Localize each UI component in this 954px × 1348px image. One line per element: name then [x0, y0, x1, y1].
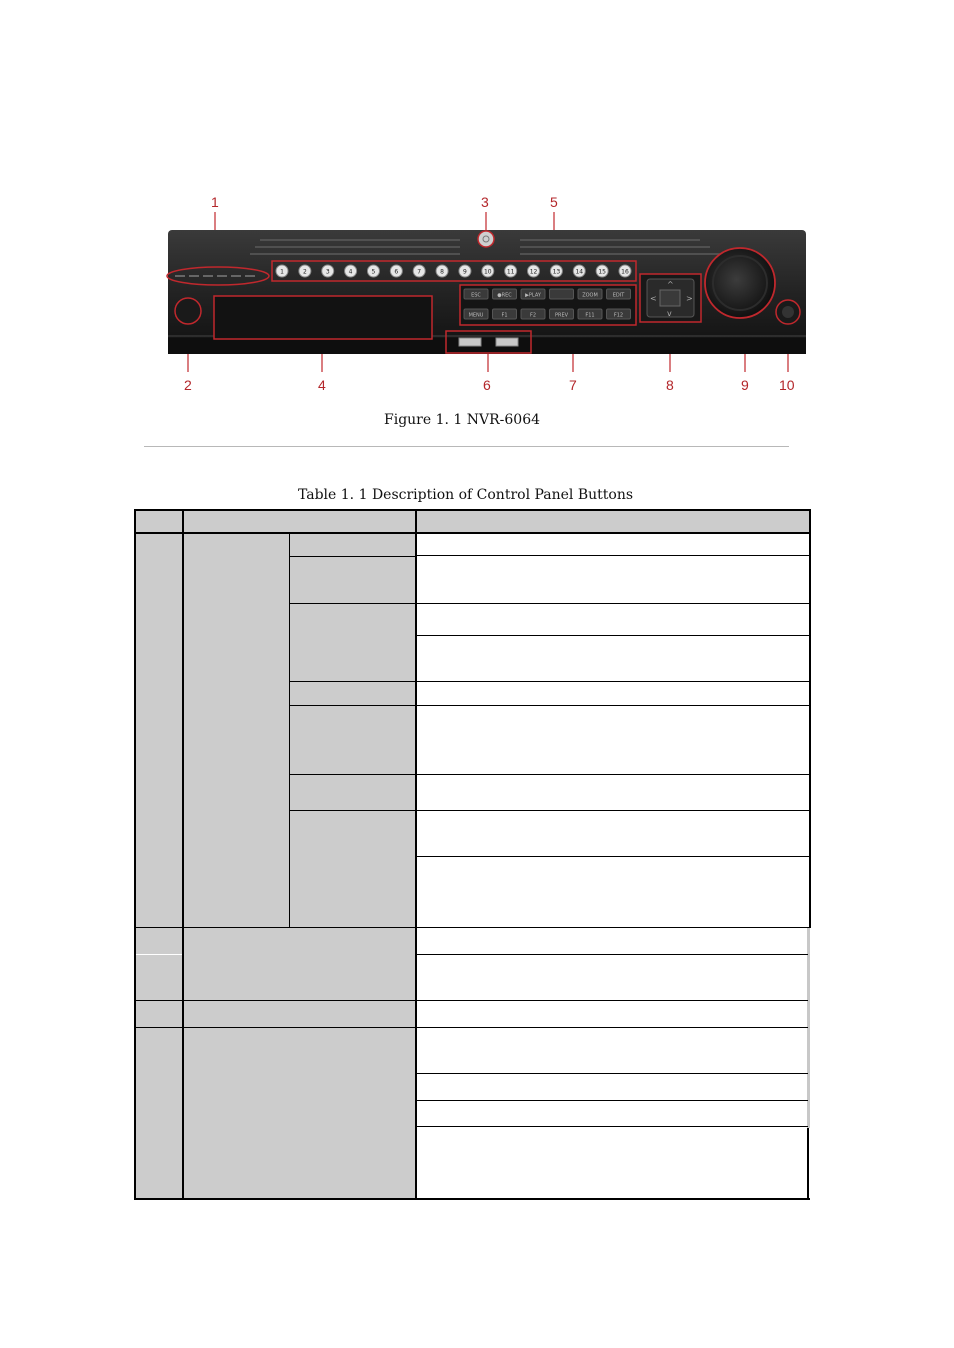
- svg-text:^: ^: [667, 280, 674, 289]
- channel-button-label: 6: [394, 268, 399, 276]
- group-line: [135, 927, 810, 928]
- keypad-key-label: F11: [585, 312, 595, 319]
- channel-button-label: 5: [371, 268, 376, 276]
- callout-9: 9: [741, 377, 749, 393]
- row-line: [290, 810, 416, 811]
- callout-3: 3: [481, 194, 489, 210]
- row-line: [290, 556, 416, 557]
- svg-text:<: <: [650, 294, 657, 303]
- keypad-key-label: F12: [613, 312, 624, 319]
- col-divider-2: [415, 509, 417, 1200]
- channel-button-label: 1: [280, 268, 284, 276]
- channel-button-label: 2: [302, 268, 307, 276]
- col-name-group-4: [183, 1028, 416, 1199]
- channel-button-label: 11: [506, 268, 515, 276]
- callout-2: 2: [184, 377, 192, 393]
- row-line: [416, 603, 810, 604]
- col-function-group-1: [290, 533, 416, 928]
- row-line: [290, 774, 416, 775]
- keypad-key-label: ▶PLAY: [525, 292, 541, 299]
- figure-caption: Figure 1. 1 NVR-6064: [384, 412, 541, 428]
- col-name-group-1: [183, 533, 290, 928]
- channel-button-label: 7: [417, 268, 422, 276]
- channel-button-label: 16: [621, 268, 629, 276]
- keypad-key-label: EDIT: [612, 292, 625, 299]
- row-line: [416, 705, 810, 706]
- header-row: [135, 510, 810, 533]
- row-line: [416, 810, 810, 811]
- channel-button-label: 9: [463, 268, 467, 276]
- col-divider-sub: [289, 533, 290, 928]
- keypad-key-label: ZOOM: [582, 292, 598, 299]
- row-line: [416, 1073, 808, 1074]
- row-line: [416, 635, 810, 636]
- row-line: [416, 1100, 808, 1101]
- header-bottom-border: [134, 532, 811, 534]
- row-line: [290, 681, 416, 682]
- row-line: [416, 774, 810, 775]
- row-line: [290, 603, 416, 604]
- keypad-key-label: F2: [529, 312, 537, 319]
- col-divider-1: [182, 509, 184, 1200]
- keypad-key-label: ●REC: [497, 292, 512, 299]
- svg-text:v: v: [667, 309, 672, 318]
- keypad-key-label: PREV: [554, 312, 569, 319]
- callout-1: 1: [211, 194, 219, 210]
- col-no-white-notch: [136, 954, 182, 955]
- col-no-group-3: [135, 1001, 183, 1028]
- col-no-group-4: [135, 1028, 183, 1199]
- channel-button-label: 12: [529, 268, 538, 276]
- channel-button-label: 10: [483, 268, 492, 276]
- channel-button-label: 15: [598, 268, 606, 276]
- keypad-key-label: F1: [501, 312, 508, 319]
- row-line: [416, 954, 808, 955]
- col-no-group-1: [135, 533, 183, 928]
- row-line: [416, 555, 810, 556]
- col-no-group-2: [135, 928, 183, 1001]
- group-line: [135, 1027, 808, 1028]
- row-line: [416, 681, 810, 682]
- table-top-border: [134, 509, 811, 511]
- callout-5: 5: [550, 194, 558, 210]
- table-bottom-border: [134, 1198, 810, 1200]
- channel-button-label: 8: [440, 268, 444, 276]
- group-line: [135, 1000, 808, 1001]
- table-title: Table 1. 1 Description of Control Panel Buttons: [298, 487, 634, 503]
- callout-10: 10: [779, 377, 795, 393]
- table-right-border-lower: [807, 928, 810, 1200]
- channel-button-label: 13: [552, 268, 561, 276]
- col-name-group-2: [183, 928, 416, 1001]
- callout-8: 8: [666, 377, 674, 393]
- channel-button-label: 14: [575, 268, 584, 276]
- callout-4: 4: [318, 377, 326, 393]
- svg-text:>: >: [686, 294, 693, 303]
- col-name-group-3: [183, 1001, 416, 1028]
- row-line: [416, 856, 810, 857]
- row-line: [290, 705, 416, 706]
- callout-6: 6: [483, 377, 491, 393]
- table-right-border: [809, 509, 811, 928]
- channel-button-label: 4: [348, 268, 353, 276]
- row-line: [416, 1126, 808, 1127]
- table-left-border: [134, 509, 136, 1200]
- keypad-key-label: MENU: [468, 312, 484, 319]
- channel-button-label: 3: [325, 268, 330, 276]
- keypad-key-label: ESC: [471, 292, 481, 299]
- callout-7: 7: [569, 377, 577, 393]
